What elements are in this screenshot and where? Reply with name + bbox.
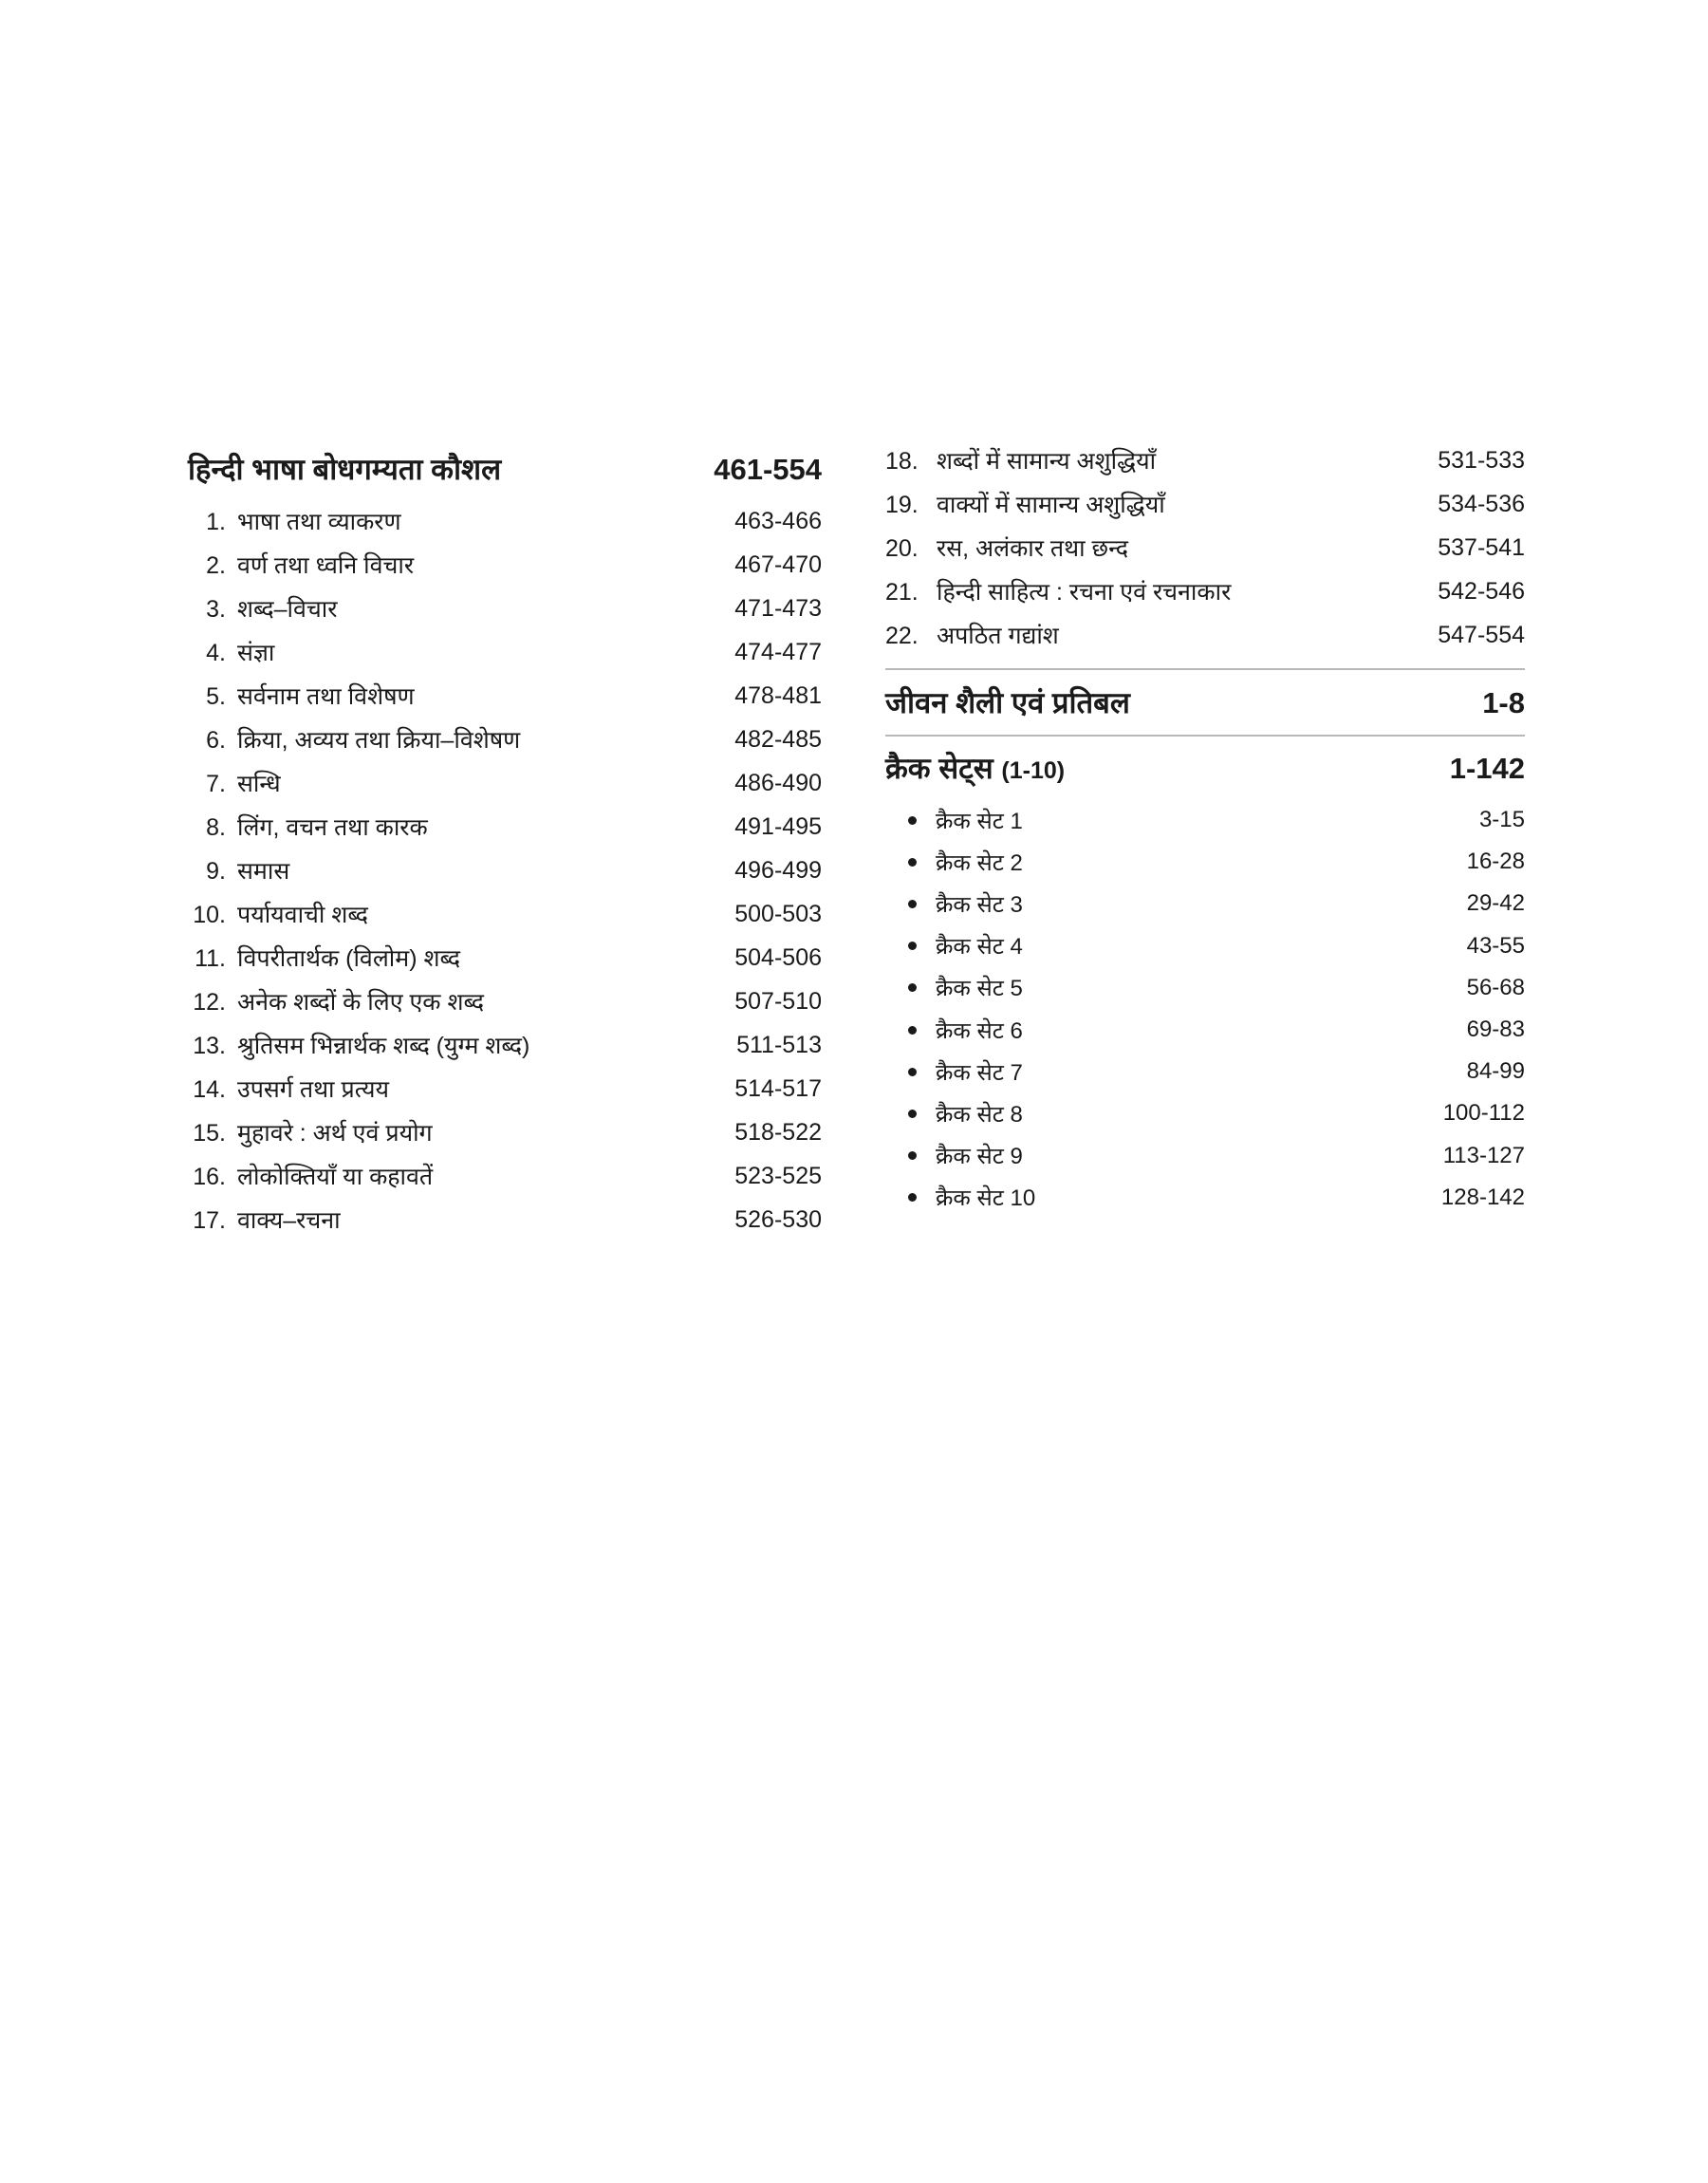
chapter-number: 16. bbox=[193, 1164, 226, 1190]
chapter-number: 11. bbox=[195, 945, 226, 972]
toc-row bbox=[188, 499, 822, 543]
chapter-title: शब्दों में सामान्य अशुद्धियाँ bbox=[937, 448, 1157, 475]
toc-entry bbox=[188, 767, 281, 799]
crack-set-title: क्रैक सेट 6 bbox=[936, 1017, 1023, 1044]
toc-row bbox=[188, 1110, 822, 1154]
toc-row bbox=[885, 438, 1525, 482]
bullet-icon bbox=[908, 1193, 917, 1202]
crack-set-title: क्रैक सेट 8 bbox=[936, 1101, 1023, 1128]
chapter-number: 13. bbox=[193, 1033, 226, 1059]
chapter-pages: 523-525 bbox=[734, 1162, 822, 1189]
crack-set-title: क्रैक सेट 9 bbox=[936, 1144, 1023, 1170]
crack-set-title: क्रैक सेट 2 bbox=[936, 849, 1023, 876]
bullet-icon bbox=[908, 983, 917, 992]
section-pages: 1-142 bbox=[1449, 751, 1525, 785]
chapter-title: शब्द–विचार bbox=[237, 596, 338, 623]
chapter-pages: 486-490 bbox=[734, 769, 822, 796]
chapter-number: 17. bbox=[193, 1207, 226, 1234]
crack-set-title: क्रैक सेट 4 bbox=[936, 934, 1023, 961]
chapter-title: वाक्य–रचना bbox=[237, 1207, 341, 1234]
chapter-pages: 537-541 bbox=[1438, 533, 1525, 561]
chapter-title: पर्यायवाची शब्द bbox=[237, 902, 368, 928]
chapter-pages: 482-485 bbox=[734, 725, 822, 753]
chapter-pages: 534-536 bbox=[1438, 490, 1525, 517]
chapter-pages: 514-517 bbox=[734, 1074, 822, 1102]
chapter-pages: 467-470 bbox=[734, 550, 822, 578]
chapter-number: 3. bbox=[206, 596, 226, 623]
toc-row bbox=[188, 587, 822, 630]
chapter-title: विपरीतार्थक (विलोम) शब्द bbox=[237, 945, 461, 972]
chapter-pages: 496-499 bbox=[734, 856, 822, 884]
toc-row bbox=[188, 1154, 822, 1198]
section-pages: 1-8 bbox=[1482, 685, 1525, 719]
toc-entry bbox=[188, 549, 414, 581]
section-hindi-heading bbox=[188, 438, 822, 499]
crack-set-entry bbox=[885, 1140, 1023, 1171]
crack-set-entry bbox=[885, 1182, 1035, 1213]
toc-entry bbox=[885, 488, 1165, 520]
chapter-number: 22. bbox=[885, 623, 919, 649]
chapter-number: 19. bbox=[885, 492, 919, 518]
chapter-number: 7. bbox=[206, 771, 226, 797]
toc-entry bbox=[188, 1029, 529, 1061]
chapter-pages: 511-513 bbox=[736, 1031, 822, 1058]
toc-row bbox=[885, 482, 1525, 526]
crack-set-pages: 16-28 bbox=[1466, 849, 1525, 875]
chapter-pages: 474-477 bbox=[734, 638, 822, 665]
chapter-title: वर्ण तथा ध्वनि विचार bbox=[237, 552, 415, 579]
chapter-title: समास bbox=[237, 858, 290, 885]
section-crack-heading bbox=[885, 737, 1525, 799]
crack-set-entry bbox=[885, 888, 1023, 920]
chapter-title: लोकोक्तियाँ या कहावतें bbox=[237, 1164, 434, 1190]
section-title-range: (1-10) bbox=[1001, 756, 1066, 784]
toc-row bbox=[188, 674, 822, 718]
toc-entry bbox=[188, 854, 289, 886]
section-title: हिन्दी भाषा बोधगम्यता कौशल bbox=[188, 452, 502, 486]
chapter-number: 21. bbox=[885, 579, 919, 606]
crack-set-pages: 100-112 bbox=[1442, 1100, 1525, 1127]
chapter-pages: 518-522 bbox=[734, 1118, 822, 1146]
crack-set-row bbox=[885, 967, 1525, 1009]
toc-left-column bbox=[188, 438, 822, 1241]
chapter-pages: 547-554 bbox=[1438, 621, 1525, 648]
chapter-title: अपठित गद्यांश bbox=[937, 623, 1059, 649]
crack-set-pages: 84-99 bbox=[1466, 1058, 1525, 1085]
crack-set-title: क्रैक सेट 1 bbox=[936, 808, 1023, 834]
crack-set-entry bbox=[885, 847, 1023, 878]
chapter-number: 4. bbox=[206, 640, 226, 666]
crack-set-row bbox=[885, 1177, 1525, 1219]
chapter-pages: 526-530 bbox=[734, 1205, 822, 1233]
crack-set-title: क्रैक सेट 10 bbox=[936, 1185, 1036, 1212]
crack-set-row bbox=[885, 1051, 1525, 1092]
chapter-title: मुहावरे : अर्थ एवं प्रयोग bbox=[237, 1120, 433, 1147]
chapter-number: 8. bbox=[206, 814, 226, 841]
toc-entry bbox=[885, 575, 1231, 607]
crack-set-row bbox=[885, 1009, 1525, 1051]
crack-set-pages: 29-42 bbox=[1466, 890, 1525, 917]
bullet-icon bbox=[908, 900, 917, 908]
section-title-wrap bbox=[885, 751, 1066, 785]
crack-set-entry bbox=[885, 1056, 1023, 1088]
toc-entry bbox=[188, 680, 415, 712]
toc-entry bbox=[885, 619, 1059, 651]
chapter-number: 6. bbox=[206, 727, 226, 754]
bullet-icon bbox=[908, 1110, 917, 1118]
hindi-chapter-list-continued bbox=[885, 438, 1525, 657]
toc-entry bbox=[188, 942, 460, 974]
crack-set-title: क्रैक सेट 5 bbox=[936, 976, 1023, 1002]
crack-set-pages: 69-83 bbox=[1466, 1017, 1525, 1043]
chapter-number: 14. bbox=[193, 1076, 226, 1103]
chapter-number: 20. bbox=[885, 535, 919, 562]
toc-entry bbox=[885, 532, 1128, 564]
chapter-title: उपसर्ग तथा प्रत्यय bbox=[237, 1076, 389, 1103]
toc-row bbox=[188, 630, 822, 674]
crack-set-entry bbox=[885, 1098, 1023, 1129]
section-title: क्रैक सेट्स bbox=[885, 751, 993, 785]
chapter-number: 12. bbox=[193, 989, 226, 1016]
chapter-title: क्रिया, अव्यय तथा क्रिया–विशेषण bbox=[237, 727, 521, 754]
crack-set-row bbox=[885, 925, 1525, 967]
toc-entry bbox=[188, 811, 428, 843]
chapter-number: 15. bbox=[193, 1120, 226, 1147]
bullet-icon bbox=[908, 1151, 917, 1160]
toc-row bbox=[188, 980, 822, 1023]
bullet-icon bbox=[908, 1026, 917, 1035]
crack-set-row bbox=[885, 841, 1525, 883]
toc-row bbox=[188, 761, 822, 805]
chapter-title: भाषा तथा व्याकरण bbox=[237, 509, 401, 535]
toc-entry bbox=[188, 898, 368, 930]
section-pages: 461-554 bbox=[714, 452, 822, 486]
chapter-pages: 478-481 bbox=[734, 681, 822, 709]
chapter-pages: 504-506 bbox=[734, 943, 822, 971]
chapter-pages: 491-495 bbox=[734, 812, 822, 840]
chapter-number: 10. bbox=[193, 902, 226, 928]
crack-set-entry bbox=[885, 1015, 1023, 1046]
chapter-title: अनेक शब्दों के लिए एक शब्द bbox=[237, 989, 485, 1016]
chapter-pages: 542-546 bbox=[1438, 577, 1525, 605]
bullet-icon bbox=[908, 1068, 917, 1076]
toc-row bbox=[188, 543, 822, 587]
crack-set-pages: 128-142 bbox=[1440, 1184, 1525, 1210]
chapter-title: लिंग, वचन तथा कारक bbox=[237, 814, 428, 841]
hindi-chapter-list bbox=[188, 499, 822, 1241]
toc-row bbox=[885, 569, 1525, 613]
toc-entry bbox=[885, 444, 1156, 476]
toc-row bbox=[188, 718, 822, 761]
bullet-icon bbox=[908, 816, 917, 825]
toc-row bbox=[885, 613, 1525, 657]
bullet-icon bbox=[908, 858, 917, 867]
toc-entry bbox=[188, 505, 401, 537]
crack-set-pages: 56-68 bbox=[1466, 974, 1525, 1000]
crack-set-entry bbox=[885, 972, 1023, 1003]
crack-set-row bbox=[885, 1092, 1525, 1134]
toc-row bbox=[188, 805, 822, 849]
toc-entry bbox=[188, 636, 274, 668]
crack-set-row bbox=[885, 799, 1525, 841]
toc-row bbox=[188, 936, 822, 980]
toc-entry bbox=[188, 723, 520, 756]
toc-entry bbox=[188, 985, 484, 1017]
crack-set-entry bbox=[885, 930, 1023, 961]
chapter-pages: 507-510 bbox=[734, 987, 822, 1015]
chapter-number: 18. bbox=[885, 448, 919, 475]
section-life-heading bbox=[885, 670, 1525, 735]
chapter-title: श्रुतिसम भिन्नार्थक शब्द (युग्म शब्द) bbox=[237, 1033, 530, 1059]
toc-row bbox=[188, 849, 822, 892]
chapter-pages: 463-466 bbox=[734, 507, 822, 534]
crack-set-row bbox=[885, 883, 1525, 924]
bullet-icon bbox=[908, 942, 917, 950]
crack-set-pages: 43-55 bbox=[1466, 932, 1525, 959]
toc-row bbox=[188, 1023, 822, 1067]
section-title: जीवन शैली एवं प्रतिबल bbox=[885, 685, 1130, 719]
crack-set-title: क्रैक सेट 7 bbox=[936, 1059, 1023, 1086]
toc-row bbox=[188, 1067, 822, 1110]
chapter-number: 5. bbox=[206, 683, 226, 710]
crack-set-pages: 113-127 bbox=[1442, 1142, 1525, 1168]
chapter-title: सर्वनाम तथा विशेषण bbox=[237, 683, 415, 710]
toc-right-column bbox=[885, 438, 1525, 1219]
toc-row bbox=[188, 892, 822, 936]
crack-set-row bbox=[885, 1135, 1525, 1177]
chapter-title: रस, अलंकार तथा छन्द bbox=[937, 535, 1129, 562]
chapter-pages: 471-473 bbox=[734, 594, 822, 622]
chapter-title: संज्ञा bbox=[237, 640, 275, 666]
crack-set-list bbox=[885, 799, 1525, 1219]
chapter-number: 9. bbox=[206, 858, 226, 885]
toc-entry bbox=[188, 1160, 433, 1192]
chapter-title: हिन्दी साहित्य : रचना एवं रचनाकार bbox=[937, 579, 1232, 606]
toc-entry bbox=[188, 1116, 433, 1148]
toc-row bbox=[188, 1198, 822, 1241]
chapter-title: सन्धि bbox=[237, 771, 281, 797]
crack-set-title: क्रैक सेट 3 bbox=[936, 891, 1023, 918]
toc-entry bbox=[188, 1073, 389, 1105]
toc-entry bbox=[188, 592, 337, 625]
toc-row bbox=[885, 526, 1525, 569]
crack-set-entry bbox=[885, 805, 1023, 836]
toc-entry bbox=[188, 1203, 341, 1236]
chapter-number: 2. bbox=[206, 552, 226, 579]
chapter-pages: 500-503 bbox=[734, 900, 822, 927]
chapter-title: वाक्यों में सामान्य अशुद्धियाँ bbox=[937, 492, 1165, 518]
crack-set-pages: 3-15 bbox=[1478, 807, 1525, 833]
chapter-number: 1. bbox=[206, 509, 226, 535]
chapter-pages: 531-533 bbox=[1438, 446, 1525, 474]
